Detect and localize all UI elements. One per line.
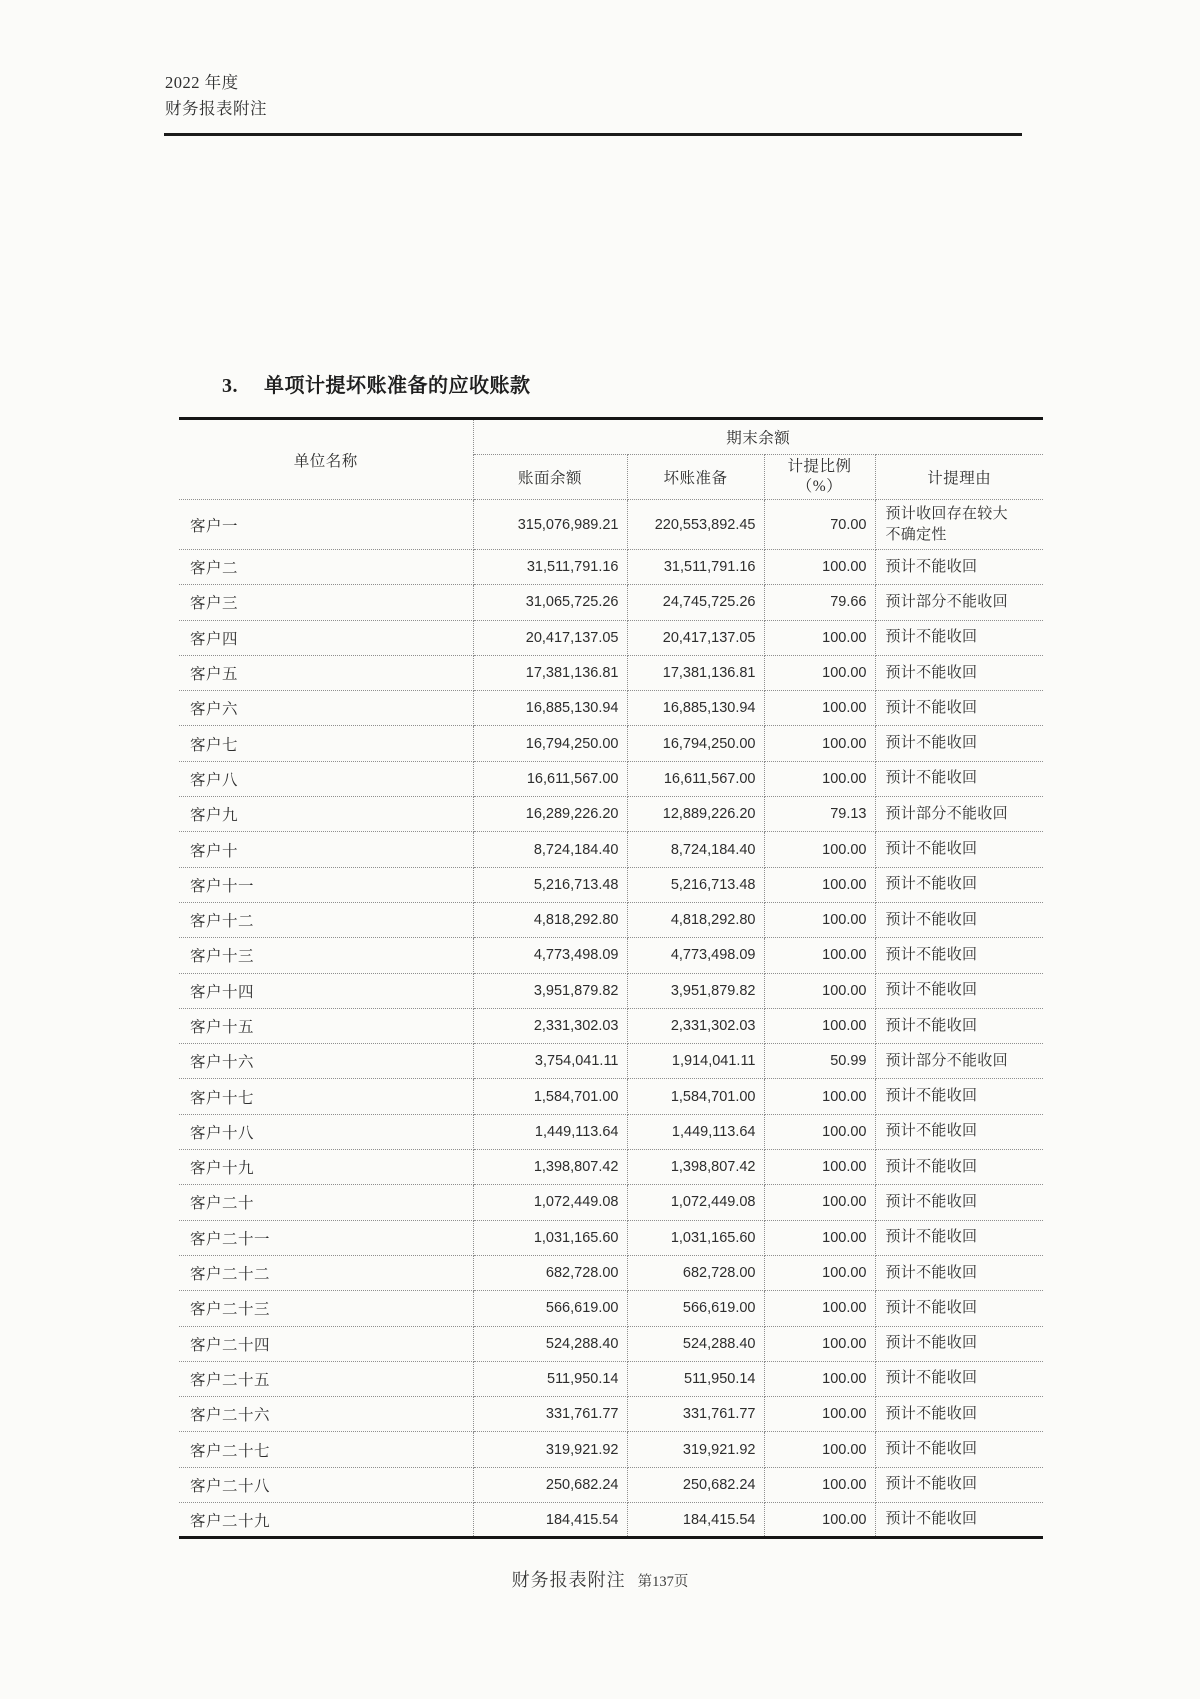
ratio-cell: 100.00 bbox=[764, 832, 875, 867]
ratio-cell: 100.00 bbox=[764, 973, 875, 1008]
unit-name-cell: 客户八 bbox=[179, 761, 473, 796]
provision-cell: 3,951,879.82 bbox=[627, 973, 764, 1008]
table-row bbox=[179, 1503, 1043, 1538]
book-balance-cell: 3,951,879.82 bbox=[473, 973, 627, 1008]
reason-cell: 预计不能收回 bbox=[875, 1326, 1043, 1361]
book-balance-cell: 4,773,498.09 bbox=[473, 938, 627, 973]
book-balance-cell: 682,728.00 bbox=[473, 1255, 627, 1290]
book-balance-cell: 184,415.54 bbox=[473, 1503, 627, 1538]
reason-cell: 预计不能收回 bbox=[875, 726, 1043, 761]
reason-cell: 预计不能收回 bbox=[875, 1432, 1043, 1467]
provision-cell: 566,619.00 bbox=[627, 1291, 764, 1326]
table-row bbox=[179, 938, 1043, 973]
book-balance-cell: 2,331,302.03 bbox=[473, 1008, 627, 1043]
footer-doc-title: 财务报表附注 bbox=[511, 1570, 626, 1590]
table-row bbox=[179, 1467, 1043, 1502]
unit-name-cell: 客户七 bbox=[179, 726, 473, 761]
reason-cell: 预计不能收回 bbox=[875, 655, 1043, 690]
ratio-cell: 79.13 bbox=[764, 797, 875, 832]
provision-cell: 1,398,807.42 bbox=[627, 1150, 764, 1185]
ratio-cell: 100.00 bbox=[764, 1079, 875, 1114]
col-header-unit-name: 单位名称 bbox=[179, 419, 473, 500]
ratio-cell: 100.00 bbox=[764, 1114, 875, 1149]
provision-cell: 16,794,250.00 bbox=[627, 726, 764, 761]
ratio-cell: 50.99 bbox=[764, 1044, 875, 1079]
book-balance-cell: 524,288.40 bbox=[473, 1326, 627, 1361]
receivables-table bbox=[179, 417, 1043, 1539]
ratio-cell: 100.00 bbox=[764, 620, 875, 655]
provision-cell: 1,449,113.64 bbox=[627, 1114, 764, 1149]
book-balance-cell: 4,818,292.80 bbox=[473, 902, 627, 937]
table-row bbox=[179, 1361, 1043, 1396]
provision-cell: 250,682.24 bbox=[627, 1467, 764, 1502]
book-balance-cell: 16,289,226.20 bbox=[473, 797, 627, 832]
unit-name-cell: 客户九 bbox=[179, 797, 473, 832]
unit-name-cell: 客户二十三 bbox=[179, 1291, 473, 1326]
unit-name-cell: 客户六 bbox=[179, 691, 473, 726]
provision-cell: 4,773,498.09 bbox=[627, 938, 764, 973]
provision-ratio-unit: （%） bbox=[796, 478, 843, 495]
ratio-cell: 100.00 bbox=[764, 1255, 875, 1290]
book-balance-cell: 315,076,989.21 bbox=[473, 500, 627, 550]
provision-cell: 17,381,136.81 bbox=[627, 655, 764, 690]
provision-cell: 1,072,449.08 bbox=[627, 1185, 764, 1220]
reason-cell: 预计不能收回 bbox=[875, 1503, 1043, 1538]
book-balance-cell: 16,794,250.00 bbox=[473, 726, 627, 761]
provision-cell: 8,724,184.40 bbox=[627, 832, 764, 867]
reason-cell: 预计不能收回 bbox=[875, 1008, 1043, 1043]
reason-cell: 预计不能收回 bbox=[875, 1467, 1043, 1502]
ratio-cell: 79.66 bbox=[764, 585, 875, 620]
table-row bbox=[179, 1397, 1043, 1432]
ratio-cell: 100.00 bbox=[764, 1503, 875, 1538]
reason-cell: 预计不能收回 bbox=[875, 973, 1043, 1008]
reason-cell: 预计不能收回 bbox=[875, 867, 1043, 902]
table-row bbox=[179, 550, 1043, 585]
section-title bbox=[222, 369, 531, 398]
reason-cell: 预计不能收回 bbox=[875, 691, 1043, 726]
unit-name-cell: 客户十一 bbox=[179, 867, 473, 902]
table-body bbox=[179, 500, 1043, 1538]
table-row bbox=[179, 1008, 1043, 1043]
table-header bbox=[179, 419, 1043, 500]
ratio-cell: 100.00 bbox=[764, 691, 875, 726]
col-header-provision-ratio bbox=[764, 455, 875, 500]
unit-name-cell: 客户十四 bbox=[179, 973, 473, 1008]
unit-name-cell: 客户十三 bbox=[179, 938, 473, 973]
provision-cell: 1,914,041.11 bbox=[627, 1044, 764, 1079]
provision-cell: 184,415.54 bbox=[627, 1503, 764, 1538]
provision-cell: 331,761.77 bbox=[627, 1397, 764, 1432]
col-header-book-balance: 账面余额 bbox=[473, 455, 627, 500]
unit-name-cell: 客户二 bbox=[179, 550, 473, 585]
unit-name-cell: 客户二十六 bbox=[179, 1397, 473, 1432]
book-balance-cell: 1,072,449.08 bbox=[473, 1185, 627, 1220]
table-row bbox=[179, 1150, 1043, 1185]
reason-cell: 预计不能收回 bbox=[875, 832, 1043, 867]
provision-cell: 4,818,292.80 bbox=[627, 902, 764, 937]
table-row bbox=[179, 761, 1043, 796]
section-heading: 单项计提坏账准备的应收账款 bbox=[264, 375, 531, 397]
ratio-cell: 100.00 bbox=[764, 1397, 875, 1432]
reason-cell: 预计不能收回 bbox=[875, 1397, 1043, 1432]
page-header bbox=[165, 70, 267, 122]
unit-name-cell: 客户二十五 bbox=[179, 1361, 473, 1396]
ratio-cell: 70.00 bbox=[764, 500, 875, 550]
ratio-cell: 100.00 bbox=[764, 761, 875, 796]
book-balance-cell: 1,031,165.60 bbox=[473, 1220, 627, 1255]
report-title-line: 财务报表附注 bbox=[165, 99, 267, 118]
ratio-cell: 100.00 bbox=[764, 1467, 875, 1502]
unit-name-cell: 客户二十一 bbox=[179, 1220, 473, 1255]
ratio-cell: 100.00 bbox=[764, 1291, 875, 1326]
book-balance-cell: 17,381,136.81 bbox=[473, 655, 627, 690]
table-row bbox=[179, 1326, 1043, 1361]
provision-cell: 20,417,137.05 bbox=[627, 620, 764, 655]
book-balance-cell: 31,065,725.26 bbox=[473, 585, 627, 620]
provision-cell: 319,921.92 bbox=[627, 1432, 764, 1467]
unit-name-cell: 客户十七 bbox=[179, 1079, 473, 1114]
table-row bbox=[179, 620, 1043, 655]
unit-name-cell: 客户二十九 bbox=[179, 1503, 473, 1538]
unit-name-cell: 客户十八 bbox=[179, 1114, 473, 1149]
ratio-cell: 100.00 bbox=[764, 902, 875, 937]
ratio-cell: 100.00 bbox=[764, 1185, 875, 1220]
ratio-cell: 100.00 bbox=[764, 726, 875, 761]
reason-cell: 预计部分不能收回 bbox=[875, 585, 1043, 620]
reason-cell: 预计不能收回 bbox=[875, 1185, 1043, 1220]
book-balance-cell: 1,398,807.42 bbox=[473, 1150, 627, 1185]
reason-cell: 预计不能收回 bbox=[875, 1255, 1043, 1290]
book-balance-cell: 511,950.14 bbox=[473, 1361, 627, 1396]
provision-cell: 682,728.00 bbox=[627, 1255, 764, 1290]
book-balance-cell: 5,216,713.48 bbox=[473, 867, 627, 902]
reason-cell: 预计不能收回 bbox=[875, 1220, 1043, 1255]
table-row bbox=[179, 726, 1043, 761]
book-balance-cell: 1,584,701.00 bbox=[473, 1079, 627, 1114]
table-row bbox=[179, 797, 1043, 832]
reason-cell: 预计部分不能收回 bbox=[875, 797, 1043, 832]
provision-cell: 1,584,701.00 bbox=[627, 1079, 764, 1114]
unit-name-cell: 客户二十 bbox=[179, 1185, 473, 1220]
reason-cell: 预计不能收回 bbox=[875, 1291, 1043, 1326]
unit-name-cell: 客户五 bbox=[179, 655, 473, 690]
reason-cell: 预计不能收回 bbox=[875, 761, 1043, 796]
unit-name-cell: 客户四 bbox=[179, 620, 473, 655]
col-header-bad-debt-provision: 坏账准备 bbox=[627, 455, 764, 500]
book-balance-cell: 3,754,041.11 bbox=[473, 1044, 627, 1079]
provision-cell: 1,031,165.60 bbox=[627, 1220, 764, 1255]
table-row bbox=[179, 1255, 1043, 1290]
provision-cell: 2,331,302.03 bbox=[627, 1008, 764, 1043]
ratio-cell: 100.00 bbox=[764, 1008, 875, 1043]
ratio-cell: 100.00 bbox=[764, 1432, 875, 1467]
table-row bbox=[179, 1044, 1043, 1079]
page-footer bbox=[0, 1566, 1200, 1592]
provision-cell: 24,745,725.26 bbox=[627, 585, 764, 620]
book-balance-cell: 20,417,137.05 bbox=[473, 620, 627, 655]
ratio-cell: 100.00 bbox=[764, 938, 875, 973]
provision-cell: 12,889,226.20 bbox=[627, 797, 764, 832]
table-row bbox=[179, 655, 1043, 690]
book-balance-cell: 331,761.77 bbox=[473, 1397, 627, 1432]
table-row bbox=[179, 902, 1043, 937]
ratio-cell: 100.00 bbox=[764, 550, 875, 585]
table-row bbox=[179, 585, 1043, 620]
reason-cell: 预计不能收回 bbox=[875, 1079, 1043, 1114]
provision-cell: 5,216,713.48 bbox=[627, 867, 764, 902]
provision-cell: 16,885,130.94 bbox=[627, 691, 764, 726]
book-balance-cell: 250,682.24 bbox=[473, 1467, 627, 1502]
book-balance-cell: 566,619.00 bbox=[473, 1291, 627, 1326]
reason-cell: 预计不能收回 bbox=[875, 1114, 1043, 1149]
ratio-cell: 100.00 bbox=[764, 1361, 875, 1396]
book-balance-cell: 31,511,791.16 bbox=[473, 550, 627, 585]
unit-name-cell: 客户二十四 bbox=[179, 1326, 473, 1361]
report-year-line: 2022 年度 bbox=[165, 73, 239, 92]
col-header-period-end-balance: 期末余额 bbox=[473, 419, 1043, 455]
unit-name-cell: 客户二十七 bbox=[179, 1432, 473, 1467]
provision-cell: 16,611,567.00 bbox=[627, 761, 764, 796]
unit-name-cell: 客户十六 bbox=[179, 1044, 473, 1079]
section-number: 3. bbox=[222, 375, 238, 397]
header-rule bbox=[164, 133, 1022, 136]
book-balance-cell: 319,921.92 bbox=[473, 1432, 627, 1467]
table-row bbox=[179, 867, 1043, 902]
table-row bbox=[179, 691, 1043, 726]
reason-cell: 预计不能收回 bbox=[875, 938, 1043, 973]
unit-name-cell: 客户十九 bbox=[179, 1150, 473, 1185]
ratio-cell: 100.00 bbox=[764, 1220, 875, 1255]
footer-page-number: 第137页 bbox=[637, 1574, 689, 1590]
reason-cell: 预计部分不能收回 bbox=[875, 1044, 1043, 1079]
unit-name-cell: 客户二十八 bbox=[179, 1467, 473, 1502]
provision-cell: 220,553,892.45 bbox=[627, 500, 764, 550]
reason-cell: 预计不能收回 bbox=[875, 1150, 1043, 1185]
provision-ratio-label: 计提比例 bbox=[787, 458, 852, 475]
unit-name-cell: 客户一 bbox=[179, 500, 473, 550]
reason-cell: 预计不能收回 bbox=[875, 620, 1043, 655]
unit-name-cell: 客户二十二 bbox=[179, 1255, 473, 1290]
reason-cell: 预计不能收回 bbox=[875, 550, 1043, 585]
unit-name-cell: 客户十二 bbox=[179, 902, 473, 937]
book-balance-cell: 1,449,113.64 bbox=[473, 1114, 627, 1149]
table-row bbox=[179, 1079, 1043, 1114]
table-row bbox=[179, 832, 1043, 867]
ratio-cell: 100.00 bbox=[764, 867, 875, 902]
table-row bbox=[179, 1432, 1043, 1467]
book-balance-cell: 16,885,130.94 bbox=[473, 691, 627, 726]
table-row bbox=[179, 973, 1043, 1008]
book-balance-cell: 16,611,567.00 bbox=[473, 761, 627, 796]
table-header-group-row bbox=[179, 419, 1043, 455]
provision-cell: 524,288.40 bbox=[627, 1326, 764, 1361]
unit-name-cell: 客户三 bbox=[179, 585, 473, 620]
provision-cell: 511,950.14 bbox=[627, 1361, 764, 1396]
table-row bbox=[179, 500, 1043, 550]
col-header-provision-reason: 计提理由 bbox=[875, 455, 1043, 500]
ratio-cell: 100.00 bbox=[764, 1326, 875, 1361]
reason-cell: 预计不能收回 bbox=[875, 902, 1043, 937]
table-row bbox=[179, 1291, 1043, 1326]
table-row bbox=[179, 1220, 1043, 1255]
ratio-cell: 100.00 bbox=[764, 655, 875, 690]
provision-cell: 31,511,791.16 bbox=[627, 550, 764, 585]
reason-cell: 预计不能收回 bbox=[875, 1361, 1043, 1396]
book-balance-cell: 8,724,184.40 bbox=[473, 832, 627, 867]
table-row bbox=[179, 1185, 1043, 1220]
ratio-cell: 100.00 bbox=[764, 1150, 875, 1185]
reason-cell: 预计收回存在较大不确定性 bbox=[875, 500, 1043, 550]
unit-name-cell: 客户十五 bbox=[179, 1008, 473, 1043]
table-row bbox=[179, 1114, 1043, 1149]
unit-name-cell: 客户十 bbox=[179, 832, 473, 867]
